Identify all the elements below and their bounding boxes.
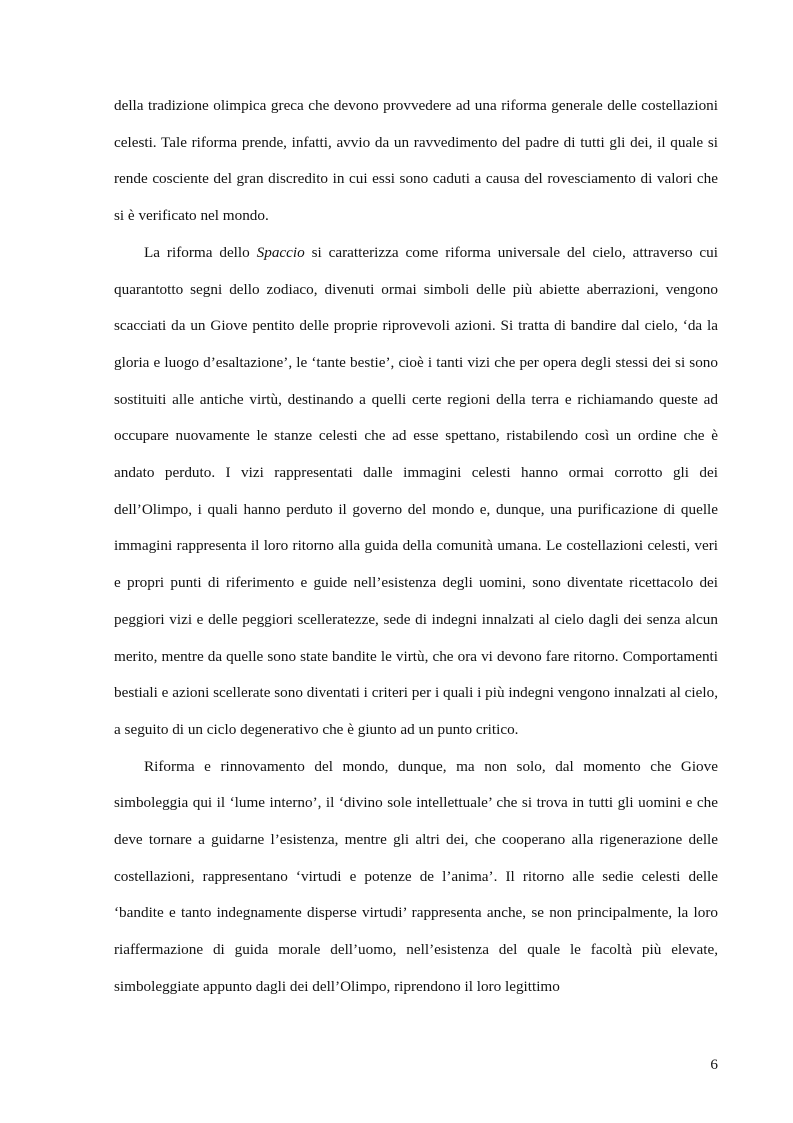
paragraph-3 xyxy=(114,749,718,1006)
work-title-spaccio: Spaccio xyxy=(256,243,305,261)
paragraph-3-text: Riforma e rinnovamento del mondo, dunque, ma non solo, dal momento che Giove simboleggia qui il ‘lume interno’, il ‘divino sole intellettuale’ che si trova in tutti gli uomini e che deve tornare a guidarne l’esistenza, mentre gli altri dei, che cooperano alla rigenerazione delle costellazioni, rappresentano ‘virtudi e potenze de l’anima’. Il ritorno alle sedie celesti delle ‘bandite e tanto indegnamente disperse virtudi’ rappresenta anche, se non principalmente, la loro riaffermazione di guida morale dell’uomo, nell’esistenza del quale le facoltà più elevate, simboleggiate appunto dagli dei dell’Olimpo, riprendono il loro legittimo xyxy=(114,757,718,995)
paragraph-1-text: della tradizione olimpica greca che devono provvedere ad una riforma generale delle costellazioni celesti. Tale riforma prende, infatti, avvio da un ravvedimento del padre di tutti gli dei, il quale si rende cosciente del gran discredito in cui essi sono caduti a causa del rovesciamento di valori che si è verificato nel mondo. xyxy=(114,97,718,225)
page-number: 6 xyxy=(710,1056,718,1073)
paragraph-1 xyxy=(114,88,718,235)
body-text xyxy=(114,88,718,1006)
paragraph-2-text-rest: si caratterizza come riforma universale del cielo, attraverso cui quarantotto segni dello zodiaco, divenuti ormai simboli delle più abiette aberrazioni, vengono scacciati da un Giove pentito delle proprie riprovevoli azioni. Si tratta di bandire dal cielo, ‘da la gloria e luogo d’esaltazione’, le ‘tante bestie’, cioè i tanti vizi che per opera degli stessi dei si sono sostituiti alle antiche virtù, destinando a quelli certe regioni della terra e richiamando queste ad occupare nuovamente le stanze celesti che ad esse spettano, ristabilendo così un ordine che è andato perduto. I vizi rappresentati dalle immagini celesti hanno ormai corrotto gli dei dell’Olimpo, i quali hanno perduto il governo del mondo e, dunque, una purificazione di quelle immagini rappresenta il loro ritorno alla guida della comunità umana. Le costellazioni celesti, veri e propri punti di riferimento e guide nell’esistenza degli uomini, sono diventate ricettacolo dei peggiori vizi e delle peggiori scelleratezze, sede di indegni innalzati al cielo dagli dei senza alcun merito, mentre da quelle sono state bandite le virtù, che ora vi devono fare ritorno. Comportamenti bestiali e azioni scellerate sono diventati i criteri per i quali i più indegni vengono innalzati al cielo, a seguito di un ciclo degenerativo che è giunto ad un punto critico. xyxy=(114,243,718,738)
paragraph-2-text-start: La riforma dello xyxy=(144,243,257,261)
paragraph-2 xyxy=(114,235,718,749)
